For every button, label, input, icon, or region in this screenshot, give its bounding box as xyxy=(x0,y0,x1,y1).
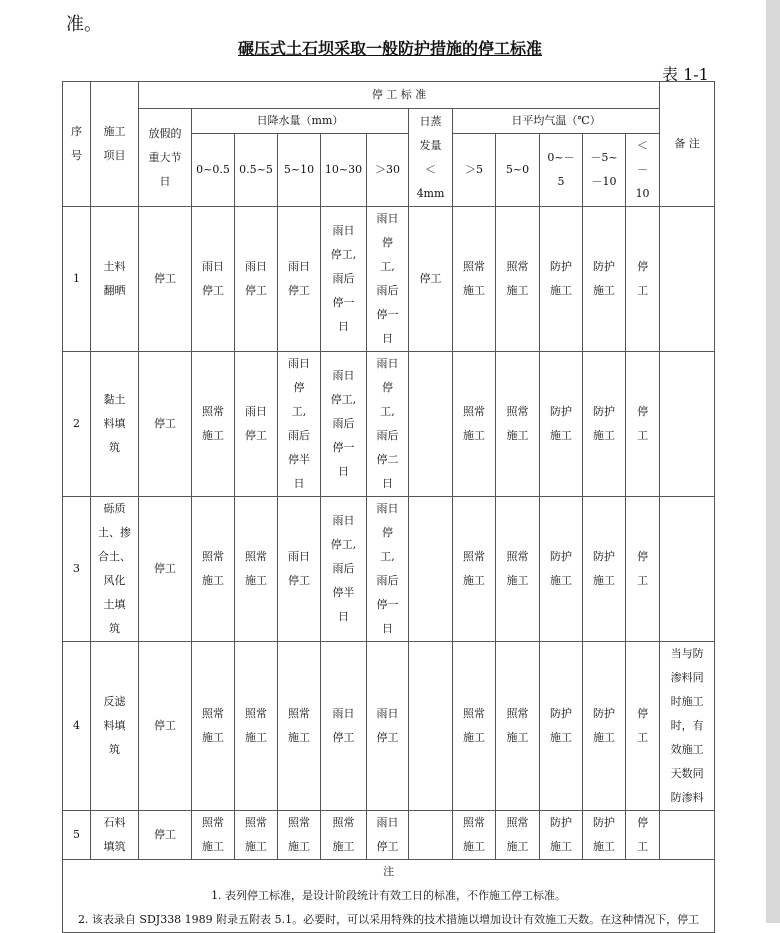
header-temp-range: 5~0 xyxy=(496,134,540,207)
row-rain-cell: 照常 施工 xyxy=(192,497,235,642)
row-rain-cell: 雨日 停工, 雨后 停一 日 xyxy=(321,352,367,497)
row-rain-cell: 雨日 停工 xyxy=(367,811,409,860)
page-title: 碾压式土石坝采取一般防护措施的停工标准 xyxy=(237,39,542,58)
row-temp-cell: 防护 施工 xyxy=(540,497,583,642)
row-temp-cell: 停 工 xyxy=(626,352,660,497)
row-rain-cell: 雨日 停工 xyxy=(235,352,278,497)
note-item: 1. 表列停工标准，是设计阶段统计有效工日的标准，不作施工停工标准。 xyxy=(211,889,567,902)
table-number: 表 1-1 xyxy=(662,65,709,84)
header-rain-range: ＞30 xyxy=(367,134,409,207)
row-rain-cell: 雨日 停工 xyxy=(192,207,235,352)
row-rain-cell: 照常 施工 xyxy=(235,811,278,860)
row-rain-cell: 照常 施工 xyxy=(235,642,278,811)
note-item: 2. 该表录自 SDJ338 1989 附录五附表 5.1。必要时，可以采用特殊的技术措施以增加设计有效施工天数。在这种情况下，停工 xyxy=(77,913,700,926)
row-temp-cell: 防护 施工 xyxy=(583,352,626,497)
header-seq: 序 号 xyxy=(63,82,91,207)
row-holiday: 停工 xyxy=(139,497,192,642)
intro-text: 准。 xyxy=(66,14,102,35)
row-temp-cell: 照常 施工 xyxy=(496,642,540,811)
header-stop-standard: 停 工 标 准 xyxy=(139,82,660,109)
header-rain-range: 0.5~5 xyxy=(235,134,278,207)
table-row xyxy=(63,811,715,860)
row-rain-cell: 雨日 停 工, 雨后 停二 日 xyxy=(367,352,409,497)
row-number: 1 xyxy=(63,207,91,352)
row-evaporation xyxy=(409,352,453,497)
header-evaporation: 日蒸 发量 ＜ 4mm xyxy=(409,109,453,207)
header-rain-range: 10~30 xyxy=(321,134,367,207)
row-rain-cell: 雨日 停工 xyxy=(278,207,321,352)
row-item: 石料 填筑 xyxy=(91,811,139,860)
row-temp-cell: 照常 施工 xyxy=(453,207,496,352)
row-temp-cell: 停 工 xyxy=(626,642,660,811)
header-temp-range: ＞5 xyxy=(453,134,496,207)
row-temp-cell: 照常 施工 xyxy=(496,811,540,860)
header-row xyxy=(63,82,715,109)
row-rain-cell: 雨日 停 工, 雨后 停半 日 xyxy=(278,352,321,497)
row-rain-cell: 照常 施工 xyxy=(192,352,235,497)
row-number: 2 xyxy=(63,352,91,497)
row-rain-cell: 照常 施工 xyxy=(192,811,235,860)
row-evaporation xyxy=(409,642,453,811)
row-temp-cell: 停 工 xyxy=(626,811,660,860)
header-temp-range: －5~ －10 xyxy=(583,134,626,207)
row-remark: 当与防 渗料同 时施工 时，有 效施工 天数同 防渗料 xyxy=(660,642,715,811)
row-rain-cell: 雨日 停工 xyxy=(367,642,409,811)
row-temp-cell: 照常 施工 xyxy=(453,811,496,860)
row-evaporation xyxy=(409,497,453,642)
row-remark xyxy=(660,811,715,860)
header-remark: 备 注 xyxy=(660,82,715,207)
row-item: 土料 翻晒 xyxy=(91,207,139,352)
row-temp-cell: 防护 施工 xyxy=(583,497,626,642)
row-holiday: 停工 xyxy=(139,207,192,352)
row-rain-cell: 照常 施工 xyxy=(278,642,321,811)
row-evaporation xyxy=(409,811,453,860)
table-row xyxy=(63,207,715,352)
table-row xyxy=(63,497,715,642)
header-rain-range: 5~10 xyxy=(278,134,321,207)
header-temp-range: 0~－ 5 xyxy=(540,134,583,207)
header-temperature: 日平均气温（℃） xyxy=(453,109,660,134)
row-temp-cell: 停 工 xyxy=(626,207,660,352)
header-item: 施工 项目 xyxy=(91,82,139,207)
row-number: 5 xyxy=(63,811,91,860)
row-temp-cell: 照常 施工 xyxy=(453,497,496,642)
row-rain-cell: 雨日 停工, 雨后 停一 日 xyxy=(321,207,367,352)
row-rain-cell: 照常 施工 xyxy=(321,811,367,860)
row-holiday: 停工 xyxy=(139,352,192,497)
row-temp-cell: 照常 施工 xyxy=(496,497,540,642)
row-temp-cell: 防护 施工 xyxy=(540,207,583,352)
row-rain-cell: 雨日 停 工, 雨后 停一 日 xyxy=(367,207,409,352)
row-number: 3 xyxy=(63,497,91,642)
stop-standard-table xyxy=(62,81,715,933)
row-item: 砾质 土、掺 合土、 风化 土填 筑 xyxy=(91,497,139,642)
row-temp-cell: 防护 施工 xyxy=(540,352,583,497)
row-item: 反滤 料填 筑 xyxy=(91,642,139,811)
row-rain-cell: 照常 施工 xyxy=(192,642,235,811)
header-rain-range: 0~0.5 xyxy=(192,134,235,207)
notes-cell xyxy=(63,860,715,933)
window-edge xyxy=(766,0,780,923)
row-temp-cell: 防护 施工 xyxy=(540,642,583,811)
row-remark xyxy=(660,207,715,352)
notes-row xyxy=(63,860,715,933)
row-number: 4 xyxy=(63,642,91,811)
row-holiday: 停工 xyxy=(139,811,192,860)
table-row xyxy=(63,352,715,497)
row-remark xyxy=(660,497,715,642)
row-temp-cell: 防护 施工 xyxy=(583,207,626,352)
header-rain: 日降水量（mm） xyxy=(192,109,409,134)
row-temp-cell: 照常 施工 xyxy=(453,352,496,497)
row-evaporation: 停工 xyxy=(409,207,453,352)
row-temp-cell: 照常 施工 xyxy=(496,207,540,352)
row-remark xyxy=(660,352,715,497)
notes-label: 注 xyxy=(383,865,395,878)
row-rain-cell: 雨日 停 工, 雨后 停一 日 xyxy=(367,497,409,642)
row-holiday: 停工 xyxy=(139,642,192,811)
table-row xyxy=(63,642,715,811)
row-item: 黏土 料填 筑 xyxy=(91,352,139,497)
row-temp-cell: 停 工 xyxy=(626,497,660,642)
row-rain-cell: 照常 施工 xyxy=(235,497,278,642)
row-rain-cell: 照常 施工 xyxy=(278,811,321,860)
header-row xyxy=(63,109,715,134)
row-rain-cell: 雨日 停工 xyxy=(278,497,321,642)
row-temp-cell: 防护 施工 xyxy=(540,811,583,860)
row-rain-cell: 雨日 停工 xyxy=(235,207,278,352)
row-temp-cell: 防护 施工 xyxy=(583,642,626,811)
row-temp-cell: 照常 施工 xyxy=(496,352,540,497)
header-holiday: 放假的 重大节 日 xyxy=(139,109,192,207)
row-rain-cell: 雨日 停工, 雨后 停半 日 xyxy=(321,497,367,642)
row-rain-cell: 雨日 停工 xyxy=(321,642,367,811)
row-temp-cell: 照常 施工 xyxy=(453,642,496,811)
row-temp-cell: 防护 施工 xyxy=(583,811,626,860)
header-temp-range: ＜ － 10 xyxy=(626,134,660,207)
